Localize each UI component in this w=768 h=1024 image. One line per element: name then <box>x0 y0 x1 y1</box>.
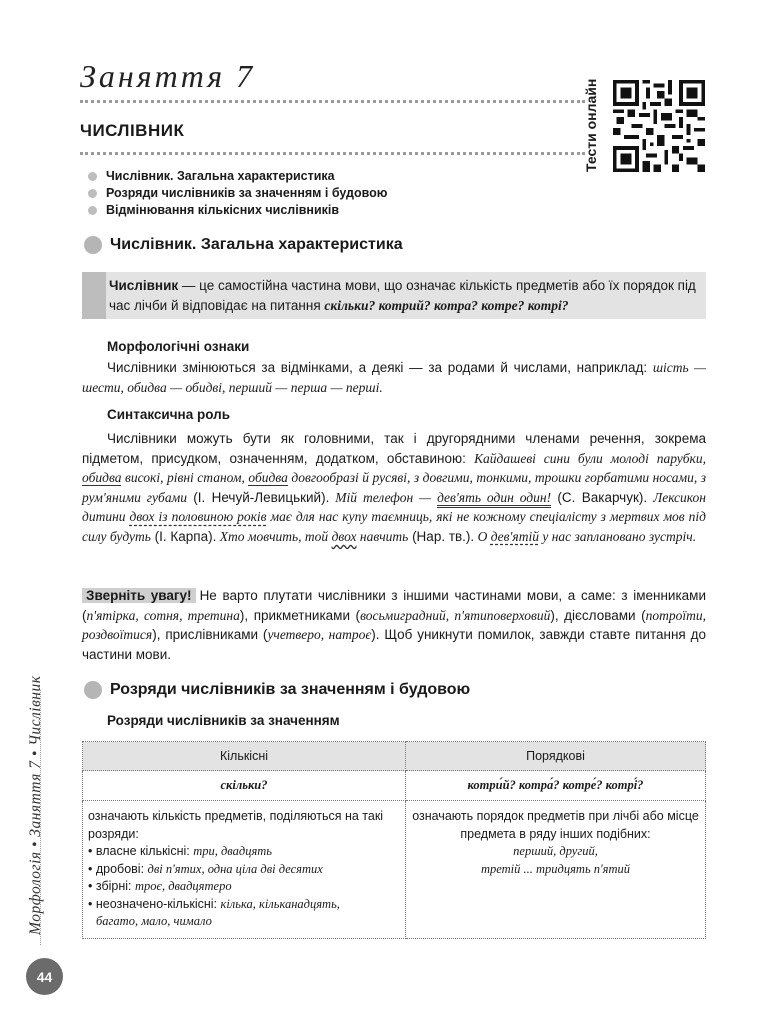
example-author: (Нар. тв.). <box>408 528 475 544</box>
subheading: Морфологічні ознаки <box>107 339 250 354</box>
table-question: скільки? <box>83 771 406 801</box>
divider <box>80 100 585 103</box>
bullet-circle-icon <box>84 236 102 254</box>
paragraph-text: Числівники змінюються за відмінками, а деякі — за родами й числами, наприклад: <box>107 360 653 375</box>
subheading: Розряди числівників за значенням <box>107 713 340 728</box>
table-header: Порядкові <box>406 742 706 771</box>
qr-code-icon[interactable] <box>613 80 705 172</box>
morphology-paragraph <box>82 358 706 397</box>
definition-box <box>82 272 706 319</box>
table-cell: означають кількість предметів, поділяються на такі розряди: • власне кількісні: три, двадцять • дробові: дві п'ятих, одна ціла дві десятих • збірні: троє, двадцятеро • неозначено-кількісні: кілька, кільканадцять, багато, мало, чимало <box>83 801 406 939</box>
example-text: Кайдашеві сини були молоді парубки, обидва високі, рівні станом, обидва довгообразі й русяві, з довгими, тонкими, трошки горбатими носами, з рум'яними губами <box>82 450 706 505</box>
example-author: (І. Карпа). <box>150 528 217 544</box>
bullet-circle-icon <box>84 681 102 699</box>
example-author: (С. Вакарчук). <box>551 489 648 505</box>
section-title: Розряди числівників за значенням і будовою <box>110 681 471 698</box>
section-heading <box>84 681 470 699</box>
lesson-outline <box>88 168 387 219</box>
attention-badge: Зверніть увагу! <box>82 588 196 603</box>
table-question: котри́й? котра́? котре́? котрі́? <box>406 771 706 801</box>
attention-paragraph: Зверніть увагу! Не варто плутати числівники з іншими частинами мови, а саме: з іменниками (п'ятірка, сотня, третина), прикметниками (восьмиградний, п'ятиповерховий), дієсловами (потроїти, роздвоїтися), прислівниками (учетверо, натроє). Щоб уникнути помилок, завжди ставте питання до частини мови. <box>82 588 707 662</box>
outline-item: Числівник. Загальна характеристика <box>88 168 387 185</box>
example-text: шість — шести, обидва — обидві, перший — перша — перші. <box>82 360 706 395</box>
definition-text: — це самостійна частина мови, що означає кількість предметів або їх порядок під час лічби й відповідає на питання <box>109 278 696 313</box>
outline-item: Відмінювання кількісних числівників <box>88 202 387 219</box>
running-head: Морфологія • Заняття 7 • Числівник <box>27 675 44 935</box>
section-title: Числівник. Загальна характеристика <box>110 236 403 253</box>
outline-item: Розряди числівників за значенням і будовою <box>88 185 387 202</box>
example-author: (І. Нечуй-Левицький). <box>193 489 330 505</box>
lesson-title: Заняття 7 <box>80 58 256 94</box>
definition-term: Числівник <box>109 278 179 293</box>
subheading: Синтаксична роль <box>107 407 230 422</box>
divider <box>80 152 585 155</box>
paragraph-text: Числівники можуть бути як головними, так і другорядними членами речення, зокрема підметом, присудком, означенням, додатком, обставиною: <box>82 431 706 466</box>
topic-title: ЧИСЛІВНИК <box>80 121 185 140</box>
page-number: 44 <box>26 958 63 995</box>
syntax-paragraph: Числівники можуть бути як головними, так і другорядними членами речення, зокрема підметом, присудком, означенням, додатком, обставиною: Кайдашеві сини були молоді парубки, обидва високі, рівні станом, обидва довгообразі й русяві, з довгими, тонкими, трошки горбатими носами, з рум'яними губами (І. Нечуй-Левицький). Мій телефон — дев'ять один один! (С. Вакарчук). Лексикон дитини двох із половиною років має для нас купу таємниць, які не кожному спеціалісту з мертвих мов під силу будуть (І. Карпа). Хто мовчить, той двох навчить (Нар. тв.). О дев'ятій у нас заплановано зустріч. <box>82 431 707 544</box>
table-cell: означають порядок предметів при лічбі або місце предмета в ряду інших подібних: перший, другий, третій ... тридцять п'ятий <box>406 801 706 939</box>
numeral-categories-table <box>82 741 706 939</box>
table-header: Кількісні <box>83 742 406 771</box>
section-heading <box>84 236 403 254</box>
online-tests-label: Тести онлайн <box>583 78 599 172</box>
definition-questions: скільки? котрий? котра? котре? котрі? <box>324 298 569 313</box>
